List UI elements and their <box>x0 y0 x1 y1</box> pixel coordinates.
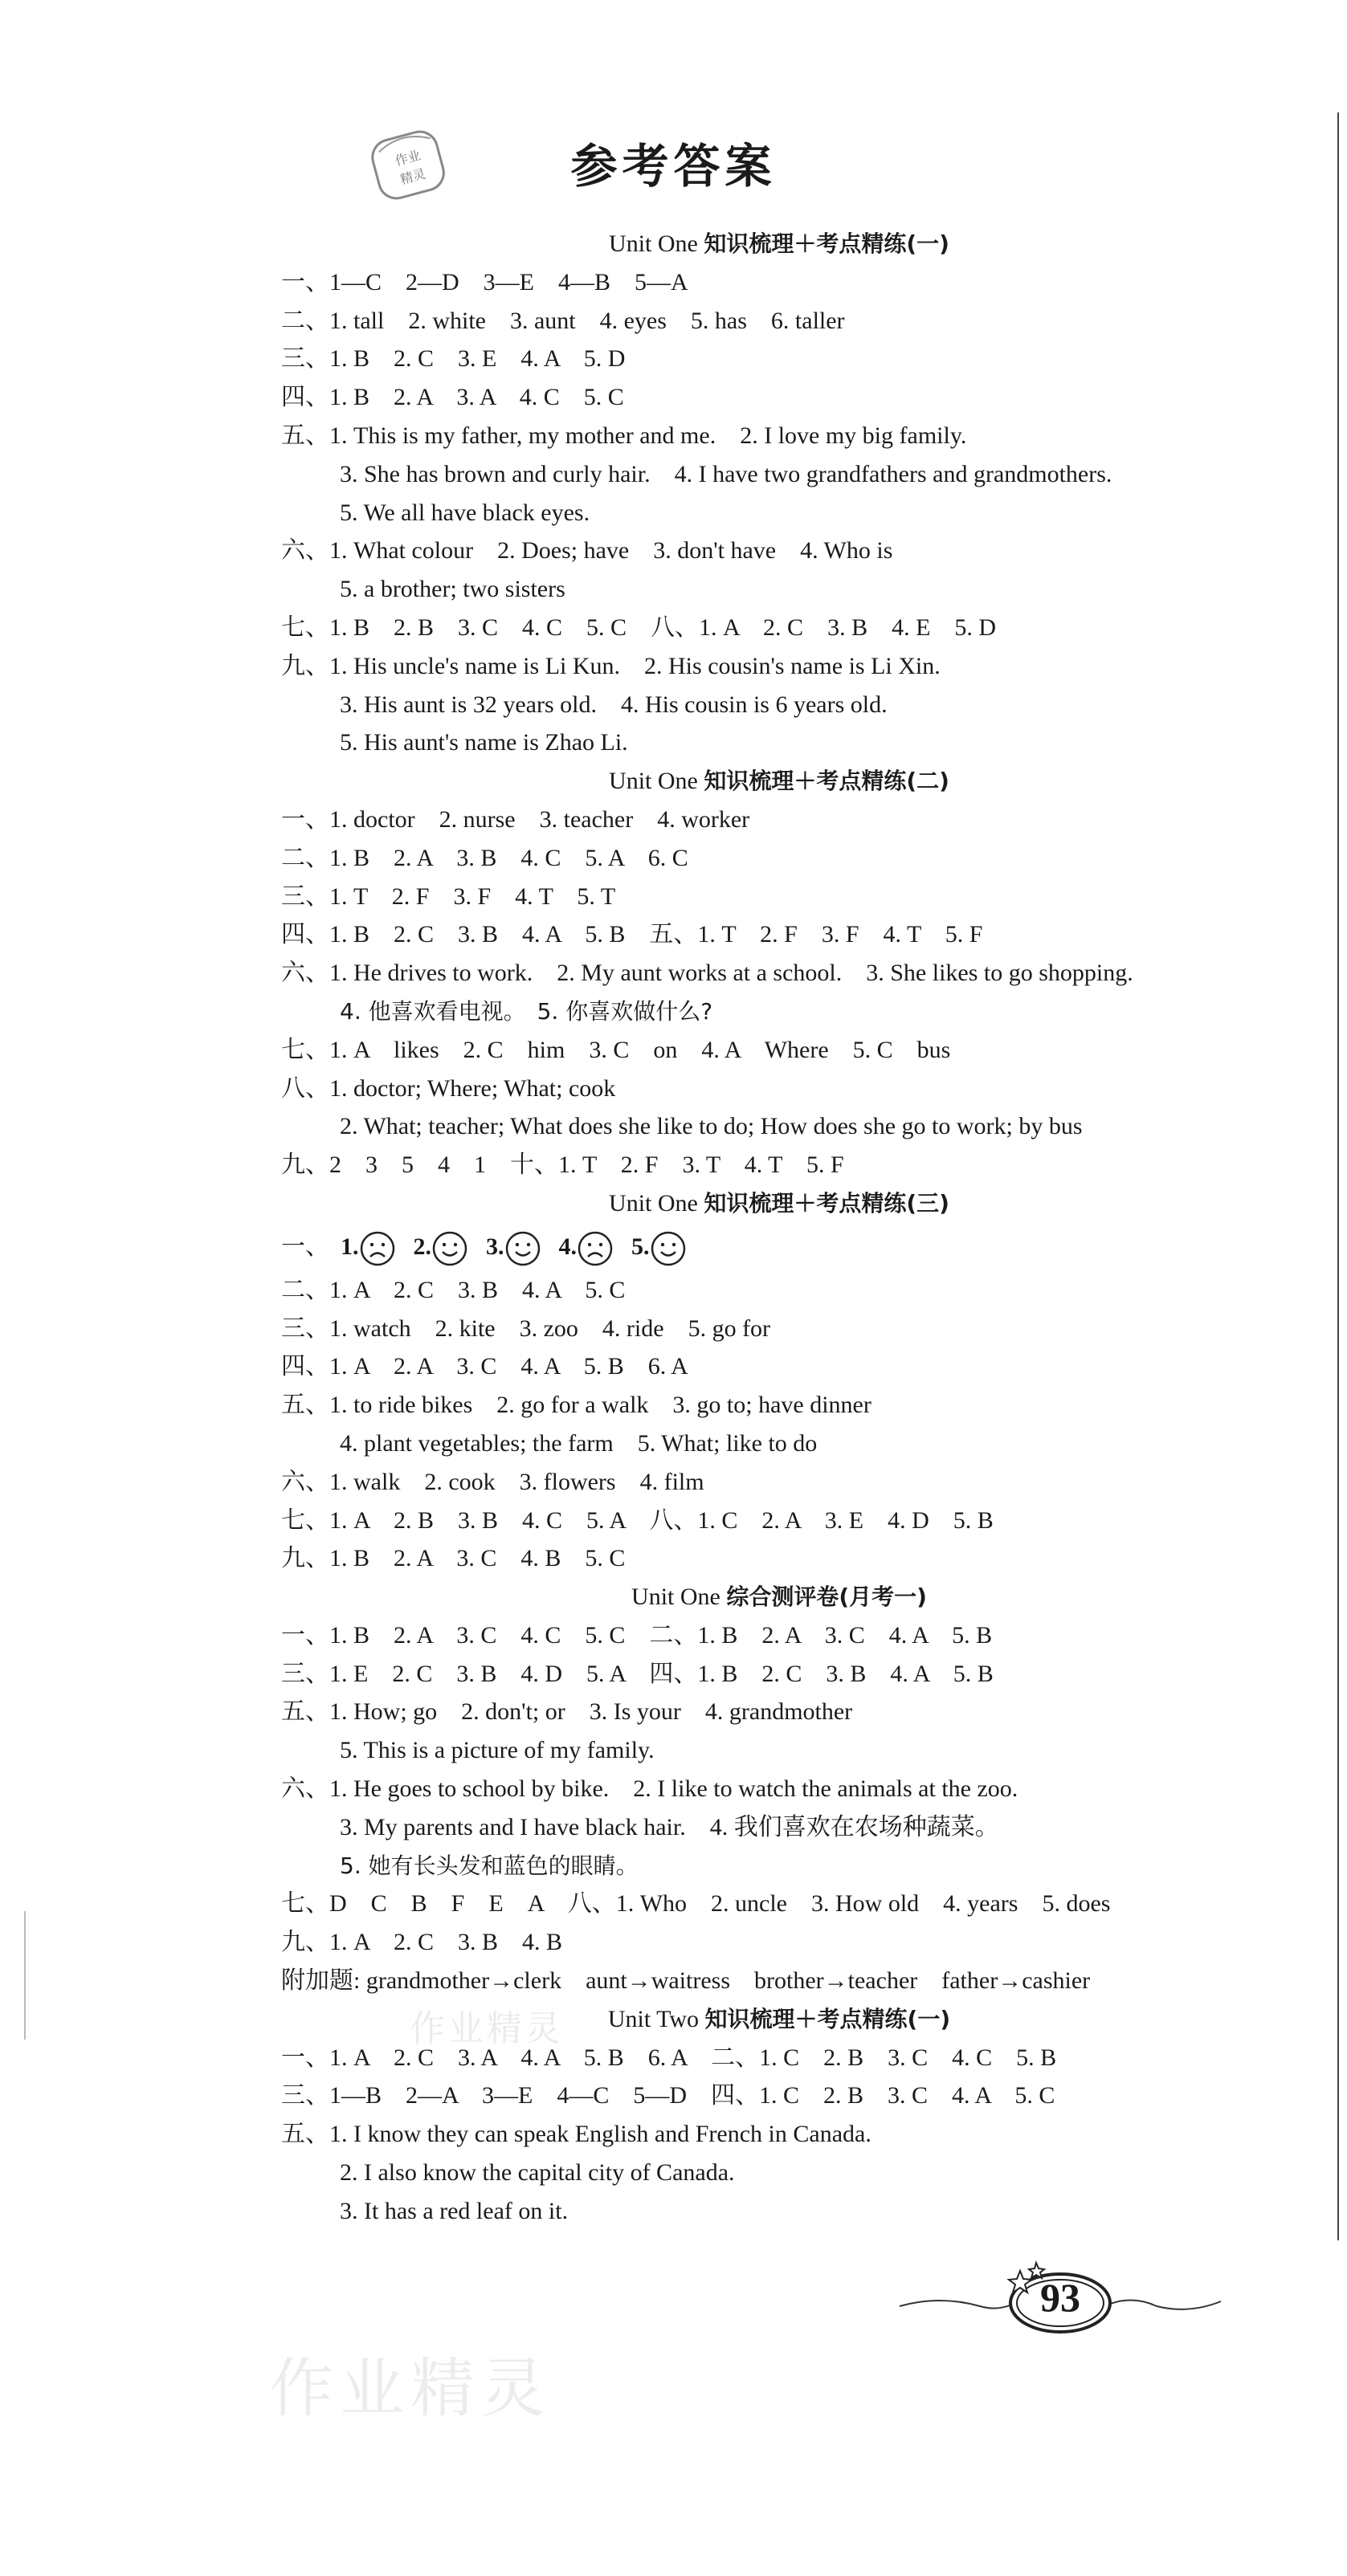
answer-line: 二、1. B 2. A 3. B 4. C 5. A 6. C <box>281 844 688 871</box>
answer-line: 5. a brother; two sisters <box>340 576 565 603</box>
answer-line: 六、1. walk 2. cook 3. flowers 4. film <box>281 1468 704 1495</box>
face-answer-label: 2. <box>413 1233 431 1260</box>
bonus-answer-line: 附加题: grandmother→clerk aunt→waitress brother→teacher father→cashier <box>281 1967 1091 1995</box>
answer-line: 五、1. to ride bikes 2. go for a walk 3. go to; have dinner <box>281 1392 871 1419</box>
answer-line: 七、1. A likes 2. C him 3. C on 4. A Where 5. C bus <box>281 1036 951 1063</box>
answer-line: 五、1. I know they can speak English and French in Canada. <box>281 2121 871 2148</box>
answer-line: 5. 她有长头发和蓝色的眼睛。 <box>340 1852 639 1879</box>
answer-line: 4. 他喜欢看电视。 5. 你喜欢做什么? <box>340 997 713 1025</box>
answer-line: 六、1. He goes to school by bike. 2. I like to watch the animals at the zoo. <box>281 1775 1018 1803</box>
answer-line: 5. We all have black eyes. <box>340 499 590 526</box>
answer-line: 4. plant vegetables; the farm 5. What; like to do <box>340 1429 818 1457</box>
answer-line: 5. His aunt's name is Zhao Li. <box>340 729 628 756</box>
answer-line: 九、2 3 5 4 1 十、1. T 2. F 3. T 4. T 5. F <box>281 1151 844 1179</box>
svg-text:精灵: 精灵 <box>398 165 427 188</box>
answer-line: 3. My parents and I have black hair. 4. 我们喜欢在农场种蔬菜。 <box>340 1813 999 1840</box>
left-margin-mark <box>24 1911 26 2040</box>
right-margin-rule <box>1337 112 1339 2240</box>
section-heading <box>281 225 1333 263</box>
sad-face-icon <box>359 1230 396 1267</box>
answer-line: 六、1. What colour 2. Does; have 3. don't have 4. Who is <box>281 537 893 565</box>
answer-line: 2. What; teacher; What does she like to do; How does she go to work; by bus <box>340 1113 1083 1140</box>
answer-line: 五、1. How; go 2. don't; or 3. Is your 4. grandmother <box>281 1698 853 1726</box>
answer-line: 七、D C B F E A 八、1. Who 2. uncle 3. How old 4. years 5. does <box>281 1890 1111 1918</box>
face-answer-label: 4. <box>558 1233 577 1260</box>
svg-text:作业: 作业 <box>393 147 422 169</box>
answer-line: 一、1—C 2—D 3—E 4—B 5—A <box>281 268 688 296</box>
watermark-small: 作业精灵 <box>410 2008 564 2049</box>
answer-line: 八、1. doctor; Where; What; cook <box>281 1074 616 1102</box>
heading-title: 知识梳理＋考点精练(三) <box>704 1189 949 1217</box>
answer-line: 一、1. doctor 2. nurse 3. teacher 4. worker <box>281 805 750 833</box>
heading-title: 知识梳理＋考点精练(一) <box>704 2005 951 2032</box>
section-heading <box>281 1184 1333 1223</box>
answer-line: 七、1. A 2. B 3. B 4. C 5. A 八、1. C 2. A 3. E 4. D 5. B <box>281 1506 994 1534</box>
heading-unit: Unit One <box>609 768 698 795</box>
answer-line: 三、1. T 2. F 3. F 4. T 5. T <box>281 882 616 910</box>
answer-line: 一、1. B 2. A 3. C 4. C 5. C 二、1. B 2. A 3. C 4. A 5. B <box>281 1621 993 1649</box>
face-answer-label: 3. <box>486 1233 504 1260</box>
answer-content <box>281 225 1333 2231</box>
faces-row <box>329 1233 693 1260</box>
page-number-badge <box>892 2256 1229 2345</box>
happy-face-icon <box>650 1230 687 1267</box>
answer-line: 2. I also know the capital city of Canada. <box>340 2159 735 2187</box>
answer-line: 四、1. A 2. A 3. C 4. A 5. B 6. A <box>281 1353 688 1380</box>
answer-line: 九、1. His uncle's name is Li Kun. 2. His cousin's name is Li Xin. <box>281 652 941 679</box>
happy-face-icon <box>504 1230 541 1267</box>
heading-title: 综合测评卷(月考一) <box>726 1584 927 1611</box>
happy-face-icon <box>431 1230 468 1267</box>
answer-line: 一、1. A 2. C 3. A 4. A 5. B 6. A 二、1. C 2. B 3. C 4. C 5. B <box>281 2044 1057 2071</box>
answer-line: 三、1—B 2—A 3—E 4—C 5—D 四、1. C 2. B 3. C 4. A 5. C <box>281 2082 1055 2109</box>
answer-line: 3. She has brown and curly hair. 4. I have two grandfathers and grandmothers. <box>340 460 1112 487</box>
heading-title: 知识梳理＋考点精练(二) <box>704 768 949 795</box>
face-answer-label: 1. <box>341 1233 359 1260</box>
answer-line: 五、1. This is my father, my mother and me. 2. I love my big family. <box>281 422 967 449</box>
answer-line: 三、1. watch 2. kite 3. zoo 4. ride 5. go for <box>281 1314 771 1342</box>
page-number: 93 <box>1040 2275 1080 2320</box>
sad-face-icon <box>577 1230 614 1267</box>
answer-line: 3. His aunt is 32 years old. 4. His cousin is 6 years old. <box>340 691 888 718</box>
faces-answer-line <box>281 1223 1333 1271</box>
answer-line: 九、1. A 2. C 3. B 4. B <box>281 1929 563 1956</box>
heading-title: 知识梳理＋考点精练(一) <box>704 230 949 257</box>
answer-line: 二、1. A 2. C 3. B 4. A 5. C <box>281 1276 626 1303</box>
heading-unit: Unit One <box>631 1584 720 1611</box>
answer-line: 六、1. He drives to work. 2. My aunt works at a school. 3. She likes to go shopping. <box>281 960 1133 987</box>
heading-unit: Unit Two <box>607 2005 700 2032</box>
answer-line: 5. This is a picture of my family. <box>340 1737 655 1764</box>
answer-line: 七、1. B 2. B 3. C 4. C 5. C 八、1. A 2. C 3. B 4. E 5. D <box>281 613 997 641</box>
answer-line: 四、1. B 2. C 3. B 4. A 5. B 五、1. T 2. F 3. F 4. T 5. F <box>281 921 983 948</box>
face-answer-label: 5. <box>631 1233 650 1260</box>
section-heading <box>281 1578 1333 1616</box>
heading-unit: Unit One <box>609 1189 698 1217</box>
answer-line: 四、1. B 2. A 3. A 4. C 5. C <box>281 384 624 411</box>
watermark: 作业精灵 <box>269 2351 552 2426</box>
answer-line: 三、1. B 2. C 3. E 4. A 5. D <box>281 345 626 373</box>
answer-line: 3. It has a red leaf on it. <box>340 2197 569 2224</box>
faces-prefix: 一、 <box>281 1233 329 1260</box>
answer-line: 三、1. E 2. C 3. B 4. D 5. A 四、1. B 2. C 3. B 4. A 5. B <box>281 1660 994 1687</box>
heading-unit: Unit One <box>609 230 698 257</box>
answer-line: 二、1. tall 2. white 3. aunt 4. eyes 5. has 6. taller <box>281 307 845 334</box>
section-heading <box>281 762 1333 801</box>
answer-line: 九、1. B 2. A 3. C 4. B 5. C <box>281 1545 626 1572</box>
page-title: 参考答案 <box>570 139 777 194</box>
